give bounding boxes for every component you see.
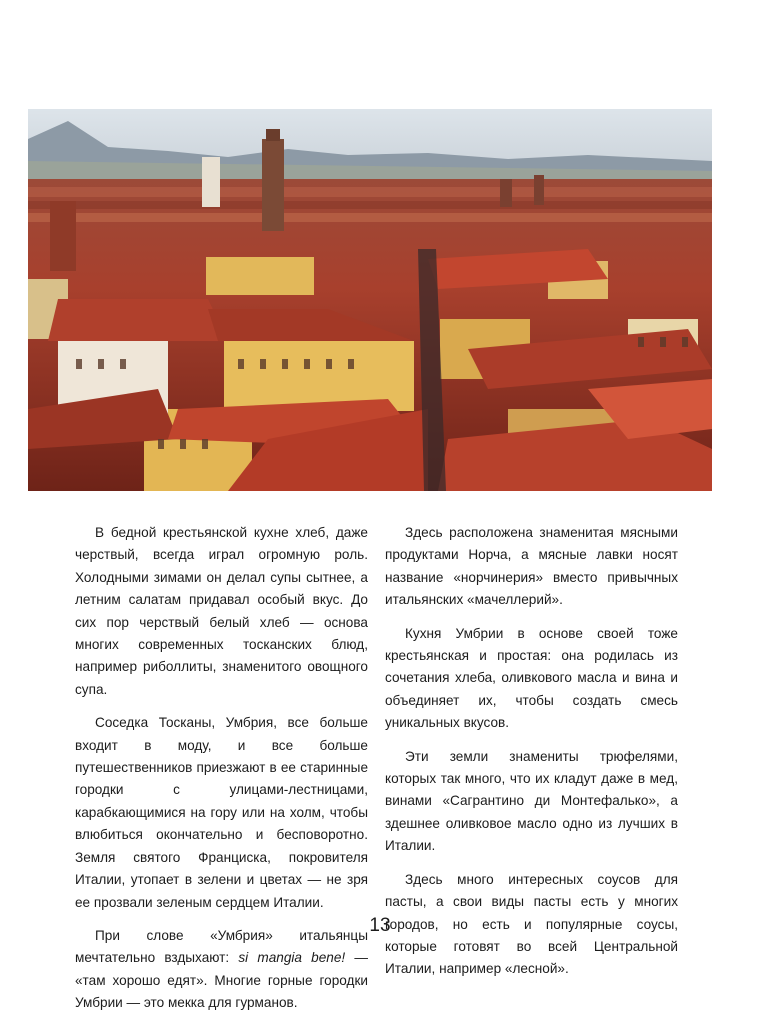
paragraph: Здесь много интересных соусов для пасты, а свои виды пасты есть у многих городов, но есть и популярные соусы, которые готовят во всей Центральной Италии, например «лесной». bbox=[385, 871, 678, 977]
bell-tower bbox=[202, 157, 220, 207]
paragraph: Соседка Тосканы, Умбрия, все больше входит в моду, и все больше путешественников приезжают в ее старинные городки с улицами-лестницами, карабкающимися на гору или на холм, чтобы влюбиться окончательно и бесповоротно. Земля святого Франциска, покровителя Италии, утопает в зелени и цветах — не зря ее прозвали зеленым сердцем Италии. bbox=[75, 715, 368, 910]
paragraph: Эти земли знамениты трюфелями, которых так много, что их кладут даже в мед, винами «Сагрантино ди Монтефалько», а здешнее оливковое масло одно из лучших в Италии. bbox=[385, 748, 678, 854]
paragraph: В бедной крестьянской кухне хлеб, даже черствый, всегда играл огромную роль. Холодными зимами он делал супы сытнее, а летним салатам придавал особый вкус. До сих пор черствый белый хлеб — основа многих современных тосканских блюд, например риболлиты, знаменитого овощного супа. bbox=[75, 525, 368, 697]
page-number: 13 bbox=[369, 915, 391, 936]
tower bbox=[262, 139, 284, 231]
left-text-column bbox=[75, 522, 368, 1026]
paragraph: Здесь расположена знаменитая мясными продуктами Норча, а мясные лавки носят название «норчинерия» вместо привычных итальянских «мачеллерий». bbox=[385, 525, 678, 608]
italian-phrase: si mangia bene! bbox=[238, 950, 346, 966]
paragraph: При слове «Умбрия» итальянцы мечтательно вздыхают: si mangia bene! — «там хорошо едят». Многие горные городки Умбрии — это мекка для гурманов. bbox=[75, 927, 369, 1011]
paragraph: Кухня Умбрии в основе своей тоже крестьянская и простая: она родилась из сочетания хлеба, оливкового масла и вина и объединяет их, чтобы создать смесь уникальных вкусов. bbox=[385, 625, 678, 731]
rooftops-illustration bbox=[28, 109, 712, 491]
city-rooftops-photo bbox=[28, 109, 712, 491]
